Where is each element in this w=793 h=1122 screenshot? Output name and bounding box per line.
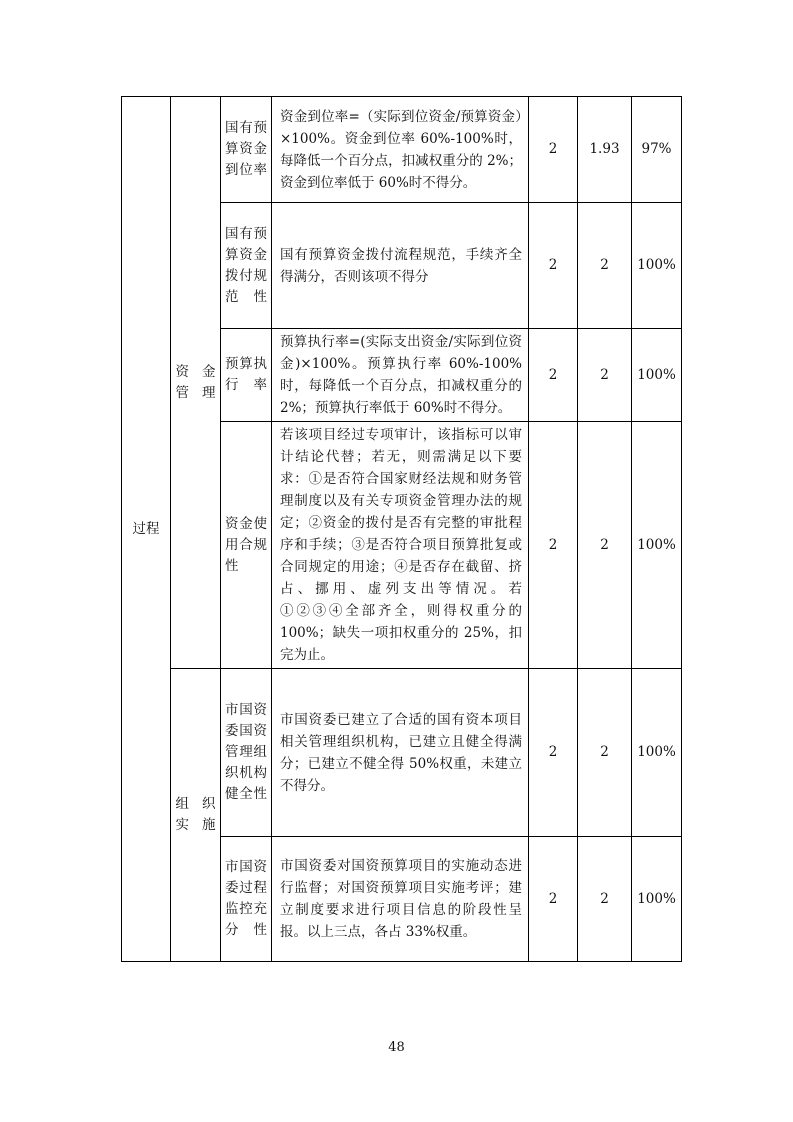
score-cell [578,203,632,329]
level3-label: 市国资委国资管理组织机构健全性 [225,702,267,802]
level3-label: 预算执行率 [225,356,267,393]
weight-cell [529,669,578,837]
score-value: 2 [600,366,609,383]
rate-cell [632,422,682,669]
standard-cell [272,837,529,962]
rate-value: 100% [637,257,676,273]
level3-label: 资金使用合规性 [225,515,267,574]
weight-value: 2 [548,141,558,157]
level3-label: 国有预算资金拨付规范性 [225,225,267,305]
score-value: 2 [600,890,609,907]
score-value: 2 [600,536,609,553]
standard-cell [272,203,529,329]
rate-value: 97% [641,141,672,157]
standard-text: 市国资委已建立了合适的国有资本项目相关管理组织机构，已建立且健全得满分；已建立不健全得 50%权重，未建立不得分。 [280,711,522,794]
weight-cell [529,837,578,962]
weight-cell [529,203,578,329]
table-row [122,669,682,837]
level3-cell [221,837,272,962]
level3-cell [221,669,272,837]
rate-value: 100% [637,890,676,907]
score-cell [578,329,632,422]
level2-cell-impl [171,669,221,962]
standard-text: 国有预算资金拨付流程规范，手续齐全得满分，否则该项不得分 [280,246,522,285]
level3-cell [221,203,272,329]
score-cell [578,669,632,837]
weight-cell [529,329,578,422]
weight-cell [529,422,578,669]
rate-value: 100% [637,744,676,760]
weight-value: 2 [548,536,558,553]
level2-label: 组织实施 [175,796,216,833]
weight-value: 2 [548,890,558,907]
weight-value: 2 [548,744,558,760]
standard-cell [272,97,529,203]
level3-cell [221,329,272,422]
weight-value: 2 [548,366,558,383]
standard-cell [272,329,529,422]
level1-cell [122,97,171,962]
rate-cell [632,329,682,422]
standard-text: 资金到位率=（实际到位资金/预算资金）×100%。资金到位率 60%-100%时，每降低一个百分点，扣减权重分的 2%；资金到位率低于 60%时不得分。 [280,108,522,191]
rate-cell [632,669,682,837]
indicator-table [121,96,682,962]
score-value: 2 [600,744,609,760]
standard-text: 预算执行率=(实际支出资金/实际到位资金)×100%。预算执行率 60%-100%时，每降低一个百分点，扣减权重分的 2%；预算执行率低于 60%时不得分。 [280,334,522,416]
score-cell [578,422,632,669]
rate-cell [632,837,682,962]
standard-text: 若该项目经过专项审计，该指标可以审计结论代替；若无，则需满足以下要求：①是否符合国家财经法规和财务管理制度以及有关专项资金管理办法的规定；②资金的拨付是否有完整的审批程序和手续；③是否符合项目预算批复或合同规定的用途；④是否存在截留、挤占、挪用、虚列支出等情况。若①②③④全部齐全，则得权重分的100%；缺失一项扣权重分的 25%，扣完为止。 [280,427,522,663]
weight-cell [529,97,578,203]
standard-cell [272,669,529,837]
standard-text: 市国资委对国资预算项目的实施动态进行监督；对国资预算项目实施考评；建立制度要求进行项目信息的阶段性呈报。以上三点，各占 33%权重。 [280,858,522,940]
score-cell [578,837,632,962]
weight-value: 2 [548,257,558,273]
rate-cell [632,203,682,329]
score-value: 2 [600,257,609,273]
level2-label: 资金管理 [175,363,216,401]
rate-value: 100% [637,536,676,553]
score-cell [578,97,632,203]
standard-cell [272,422,529,669]
page-number: 48 [388,1040,405,1055]
level3-cell [221,97,272,203]
level2-cell-funds [171,97,221,669]
level3-label: 国有预算资金到位率 [225,120,267,178]
level3-cell [221,422,272,669]
rate-cell [632,97,682,203]
level3-label: 市国资委过程监控充分性 [225,859,267,938]
rate-value: 100% [637,366,676,383]
score-value: 1.93 [589,141,620,157]
level1-label: 过程 [132,520,160,537]
table-row [122,97,682,203]
